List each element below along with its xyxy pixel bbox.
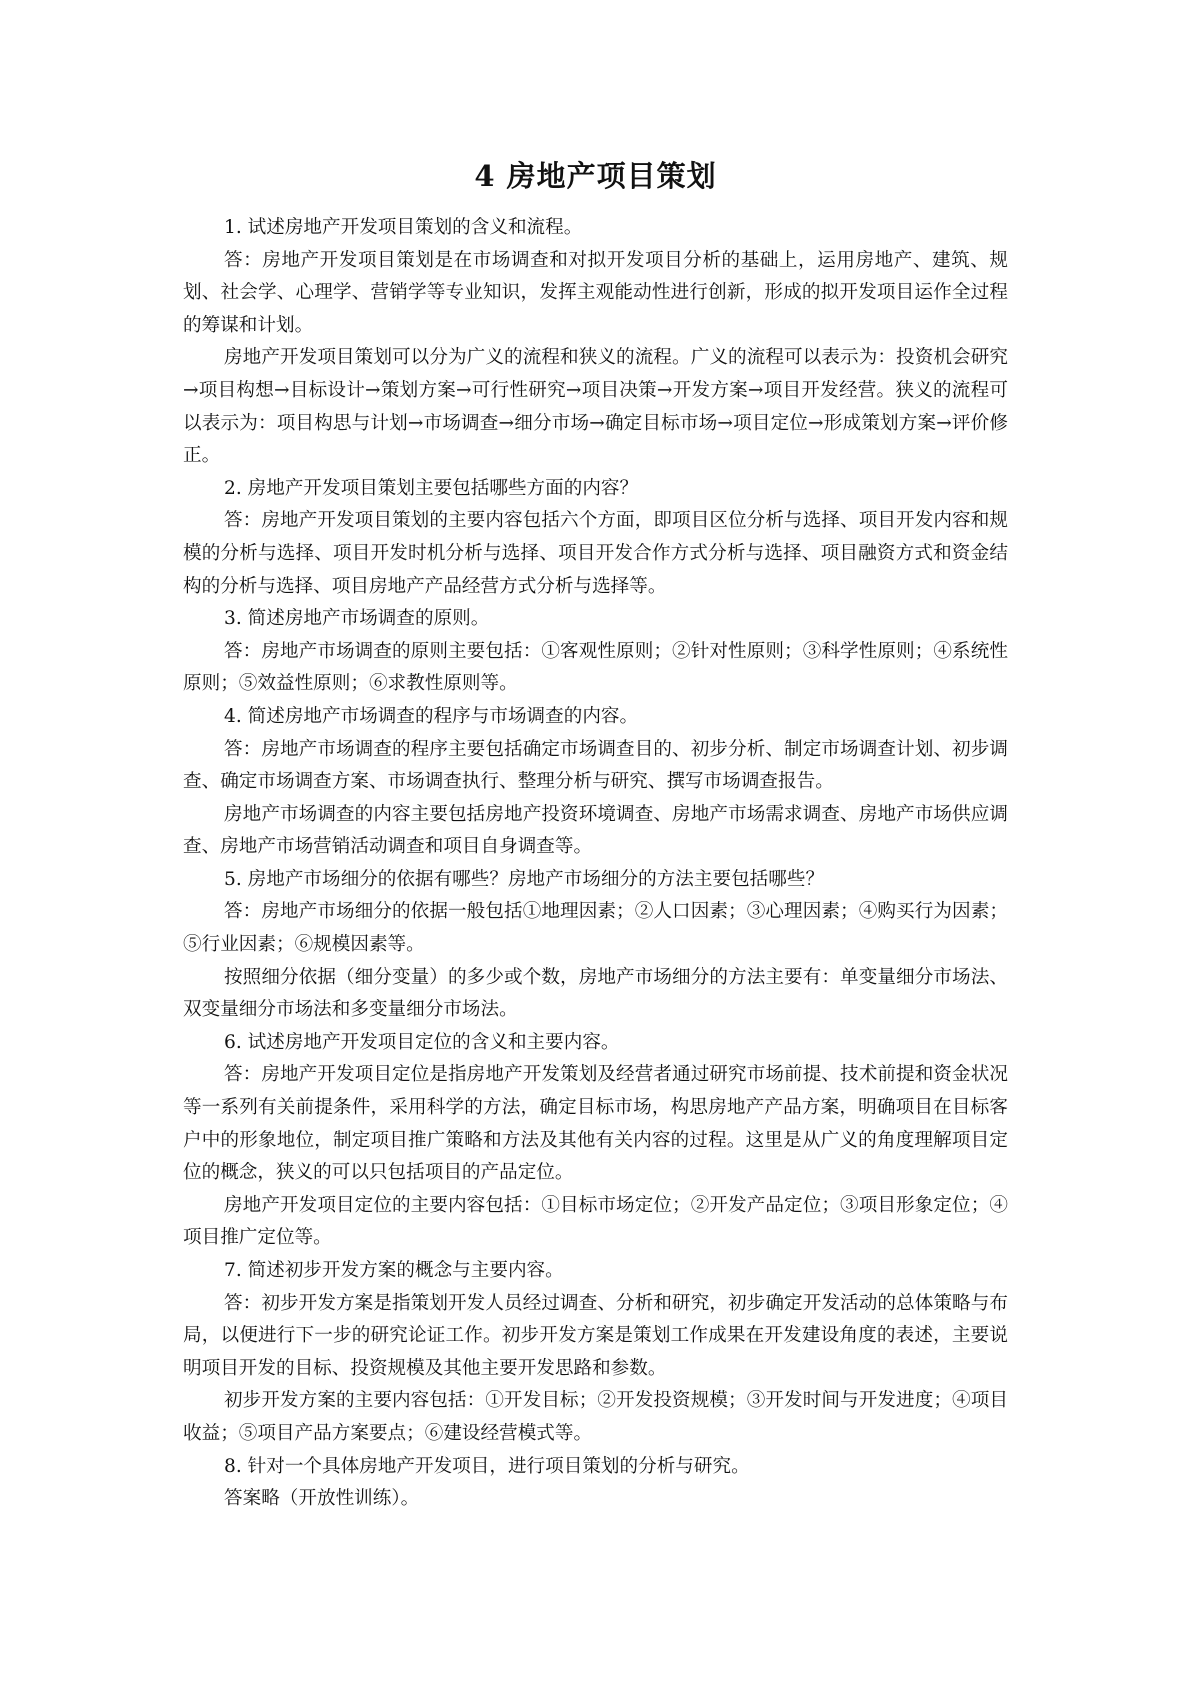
answer-5-methods: 按照细分依据（细分变量）的多少或个数，房地产市场细分的方法主要有：单变量细分市场法、双变量细分市场法和多变量细分市场法。: [183, 966, 1008, 1021]
answer-1-process: 房地产开发项目策划可以分为广义的流程和狭义的流程。广义的流程可以表示为：投资机会研究→项目构想→目标设计→策划方案→可行性研究→项目决策→开发方案→项目开发经营。狭义的流程可以表示为：项目构思与计划→市场调查→细分市场→确定目标市场→项目定位→形成策划方案→评价修正。: [183, 347, 1008, 467]
chapter-title: 4 房地产项目策划: [474, 159, 717, 193]
answer-2: 答：房地产开发项目策划的主要内容包括六个方面，即项目区位分析与选择、项目开发内容和规模的分析与选择、项目开发时机分析与选择、项目开发合作方式分析与选择、项目融资方式和资金结构的分析与选择、项目房地产产品经营方式分析与选择等。: [183, 510, 1008, 597]
answer-1-definition: 答：房地产开发项目策划是在市场调查和对拟开发项目分析的基础上，运用房地产、建筑、规划、社会学、心理学、营销学等专业知识，发挥主观能动性进行创新，形成的拟开发项目运作全过程的筹谋和计划。: [183, 249, 1008, 336]
answer-7-concept: 答：初步开发方案是指策划开发人员经过调查、分析和研究，初步确定开发活动的总体策略与布局，以便进行下一步的研究论证工作。初步开发方案是策划工作成果在开发建设角度的表述，主要说明项目开发的目标、投资规模及其他主要开发思路和参数。: [183, 1292, 1008, 1379]
question-1: 1. 试述房地产开发项目策划的含义和流程。: [224, 217, 583, 238]
question-3: 3. 简述房地产市场调查的原则。: [224, 608, 490, 630]
question-5: 5. 房地产市场细分的依据有哪些？房地产市场细分的方法主要包括哪些？: [224, 868, 825, 890]
answer-6-content: 房地产开发项目定位的主要内容包括：①目标市场定位；②开发产品定位；③项目形象定位；④项目推广定位等。: [183, 1194, 1008, 1249]
question-6: 6. 试述房地产开发项目定位的含义和主要内容。: [224, 1031, 620, 1053]
answer-3: 答：房地产市场调查的原则主要包括：①客观性原则；②针对性原则；③科学性原则；④系统性原则；⑤效益性原则；⑥求教性原则等。: [183, 640, 1008, 695]
question-2: 2. 房地产开发项目策划主要包括哪些方面的内容？: [224, 477, 639, 499]
question-8: 8. 针对一个具体房地产开发项目，进行项目策划的分析与研究。: [224, 1455, 750, 1477]
answer-5-basis: 答：房地产市场细分的依据一般包括①地理因素；②人口因素；③心理因素；④购买行为因素；⑤行业因素；⑥规模因素等。: [183, 901, 1008, 956]
answer-4-procedure: 答：房地产市场调查的程序主要包括确定市场调查目的、初步分析、制定市场调查计划、初步调查、确定市场调查方案、市场调查执行、整理分析与研究、撰写市场调查报告。: [183, 738, 1008, 793]
answer-7-content: 初步开发方案的主要内容包括：①开发目标；②开发投资规模；③开发时间与开发进度；④项目收益；⑤项目产品方案要点；⑥建设经营模式等。: [183, 1390, 1008, 1444]
answer-8: 答案略（开放性训练）。: [224, 1488, 420, 1510]
question-7: 7. 简述初步开发方案的概念与主要内容。: [224, 1260, 564, 1281]
answer-4-content: 房地产市场调查的内容主要包括房地产投资环境调查、房地产市场需求调查、房地产市场供应调查、房地产市场营销活动调查和项目自身调查等。: [183, 803, 1008, 858]
document-page: [183, 156, 1008, 1516]
answer-6-definition: 答：房地产开发项目定位是指房地产开发策划及经营者通过研究市场前提、技术前提和资金状况等一系列有关前提条件，采用科学的方法，确定目标市场，构思房地产产品方案，明确项目在目标客户中的形象地位，制定项目推广策略和方法及其他有关内容的过程。这里是从广义的角度理解项目定位的概念，狭义的可以只包括项目的产品定位。: [183, 1064, 1008, 1184]
question-4: 4. 简述房地产市场调查的程序与市场调查的内容。: [224, 705, 639, 727]
